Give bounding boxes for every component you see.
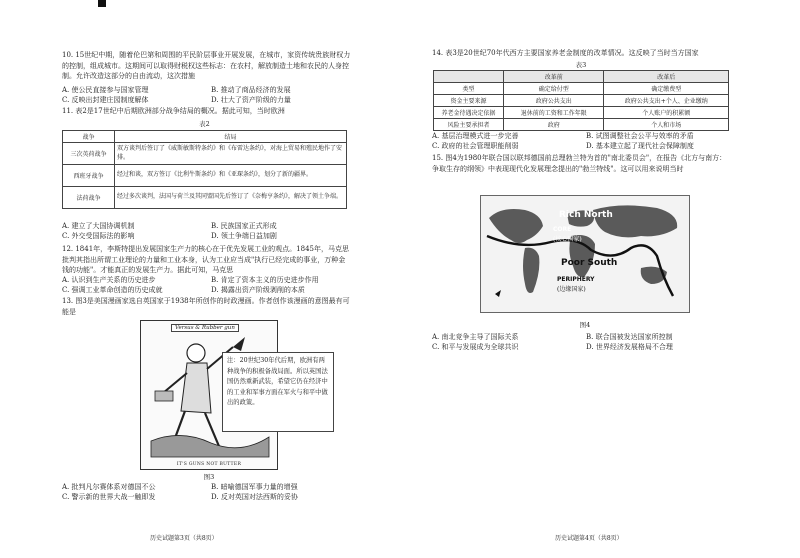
map-label-rich-north: Rich North [559, 210, 613, 220]
q15-option-a: A. 南北竞争主导了国际关系 [432, 333, 519, 341]
map-label-periphery: PERIPHERY [557, 276, 595, 283]
table-header-cell [434, 71, 504, 83]
q14-option-a: A. 基层治理模式进一步完善 [432, 132, 519, 140]
table-cell: 三次英荷战争 [63, 143, 115, 165]
question-11-options [62, 221, 352, 241]
table-cell: 退休前的工资和工作年限 [504, 107, 604, 119]
table-row [434, 83, 729, 95]
q14-option-b: B. 试图调整社会公平与效率的矛盾 [586, 132, 694, 140]
question-12-options [62, 275, 352, 295]
q12-option-b: B. 肯定了资本主义的历史进步作用 [211, 276, 319, 284]
table-row [434, 119, 729, 131]
q13-option-b: B. 暗喻德国军事力量的增强 [211, 483, 298, 491]
q10-option-a: A. 使公民直接参与国家管理 [62, 86, 149, 94]
left-page-footer: 历史试题第3页（共8页） [150, 535, 218, 542]
table-cell: 类型 [434, 83, 504, 95]
q10-option-b: B. 推动了商品经济的发展 [211, 86, 291, 94]
q15-option-d: D. 世界经济发展格局不合理 [586, 343, 673, 351]
question-13-stem: 13. 图3是美国漫画家选自英国家于1938年所创作的时政漫画。作者创作该漫画的意图最有可能是 [62, 297, 350, 316]
question-14-stem: 14. 表3是20世纪70年代西方主要国家养老金制度的改革情况。这反映了当时当方国家 [432, 49, 699, 57]
question-10-stem: 10. 15世纪中期，随着伦巴第和周围的平民阶层事业开展发展，在城市，家资传统贵族财权力的控制，组成城市。这期间可以取得财税权这些标志：在农村，解放制造土地和农民的人身控制。允许改造这部分的自由流动，这次措施 [62, 51, 351, 80]
table-header-cell: 战争 [63, 131, 115, 143]
map-label-core-cn: (核心国家) [553, 236, 582, 243]
q12-option-d: D. 揭露出资产阶级剥削的本质 [211, 286, 305, 294]
figure-4-label: 图4 [579, 321, 591, 329]
question-12-stem: 12. 1841年，李斯特提出发展国家生产力的核心在于优先发展工业的观点。1845年，马克思批判其指出所谓工业理论的力量和工业本身，认为工业应当成"执行已经完成的事业，万种金钱的功能"。才能真正的发展生产力。据此可知，马克思 [62, 245, 349, 274]
table-cell: 资金主要来源 [434, 95, 504, 107]
table-cell: 风险主要承担者 [434, 119, 504, 131]
table-header-cell: 改革后 [604, 71, 729, 83]
q11-option-b: B. 民族国家正式形成 [211, 222, 277, 230]
q12-option-a: A. 认识到生产关系的历史进步 [62, 276, 156, 284]
question-11-stem: 11. 表2是17世纪中后期欧洲部分战争结局的概况。据此可知，当时欧洲 [62, 107, 285, 115]
q10-option-c: C. 反映出封建庄园制度解体 [62, 96, 149, 104]
table-3-title: 表3 [575, 61, 587, 69]
table-row [63, 143, 347, 165]
question-15-stem: 15. 图4为1980年联合国以联邦德国前总理勃兰特为首的"南北委员会"，在报告《北方与南方：争取生存的纲领》中表现现代化发展理念提出的"勃兰特线"。这可以用来说明当时 [432, 154, 727, 173]
q15-option-c: C. 和平与发展成为全球共识 [432, 343, 519, 351]
table-3 [433, 70, 729, 131]
table-cell: 养老金待遇决定依据 [434, 107, 504, 119]
figure-3-label: 图3 [203, 473, 215, 481]
table-cell: 政府公共支出 [504, 95, 604, 107]
q11-option-c: C. 外交受国际法的影响 [62, 232, 135, 240]
table-row [63, 187, 347, 209]
q12-option-c: C. 强调工业革命创造的历史成就 [62, 286, 163, 294]
table-row [434, 95, 729, 107]
table-cell: 双方谈判后签订了《威斯敏斯特条约》和《布雷达条约》，对海上贸易和殖民地作了安排。 [115, 143, 347, 165]
table-cell: 经过和谈，双方签订《比利牛斯条约》和《亚琛条约》，划分了新的疆界。 [115, 165, 347, 187]
table-cell: 个人账户的积累额 [604, 107, 729, 119]
table-cell: 经过多次谈判，法国与荷兰及其同盟国先后签订了《奈梅亨条约》，解决了领土争端。 [115, 187, 347, 209]
cartoon-banner: Versus & Rubber gun [171, 324, 239, 332]
question-15-options [432, 332, 732, 352]
table-cell: 政府公共支出+个人、企业缴纳 [604, 95, 729, 107]
top-corner-mark [98, 0, 106, 7]
table-header-cell: 改革前 [504, 71, 604, 83]
q15-option-b: B. 联合国被发达国家所控制 [586, 333, 673, 341]
map-label-poor-south: Poor South [561, 258, 618, 268]
cartoon-caption: IT'S GUNS NOT BUTTER [176, 462, 242, 467]
right-page-footer: 历史试题第4页（共8页） [555, 535, 623, 542]
q11-option-a: A. 建立了大国协调机制 [62, 222, 135, 230]
table-cell: 法荷战争 [63, 187, 115, 209]
table-cell: 确定缴费型 [604, 83, 729, 95]
table-cell: 政府 [504, 119, 604, 131]
q10-option-d: D. 壮大了资产阶级的力量 [211, 96, 291, 104]
figure-4-map [480, 195, 690, 313]
table-header-row [63, 131, 347, 143]
q13-option-c: C. 警示新的世界大战一触即发 [62, 493, 156, 501]
question-10-options [62, 85, 352, 105]
table-row [434, 107, 729, 119]
question-13-options [62, 482, 352, 502]
table-header-row [434, 71, 729, 83]
table-cell: 西班牙战争 [63, 165, 115, 187]
q11-option-d: D. 领土争端日益加剧 [211, 232, 277, 240]
table-2-title: 表2 [199, 120, 210, 128]
table-header-cell: 结局 [115, 131, 347, 143]
map-label-periphery-cn: (边缘国家) [557, 286, 586, 293]
table-cell: 确定给付型 [504, 83, 604, 95]
q14-option-c: C. 政府的社会管理职能削弱 [432, 142, 519, 150]
question-14-options [432, 131, 732, 151]
table-cell: 个人和市场 [604, 119, 729, 131]
map-label-core: CORE [553, 226, 572, 233]
q13-option-d: D. 反对英国对法西斯的妥协 [211, 493, 298, 501]
table-2 [62, 130, 347, 209]
q14-option-d: D. 基本建立起了现代社会保障制度 [586, 142, 694, 150]
table-row [63, 165, 347, 187]
q13-option-a: A. 批判凡尔赛体系对德国不公 [62, 483, 156, 491]
figure-3-note: 注：20世纪30年代后期，欧洲有两种战争的积极备战局面。所以英国法国仍然重新武装，希望它仍在经济中的工业和军事方面在军火与和平中做出的政策。 [222, 352, 334, 432]
